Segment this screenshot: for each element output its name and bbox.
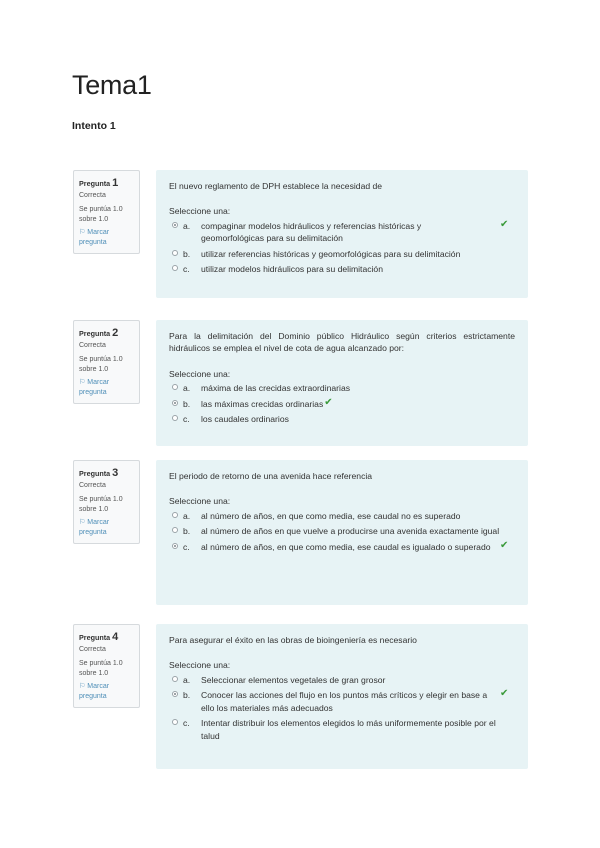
- question-info-1: [73, 170, 140, 254]
- correct-check-icon: ✔: [500, 218, 509, 230]
- question-content-3: [156, 460, 528, 605]
- question-state: Correcta: [79, 341, 106, 349]
- question-number: Pregunta 1: [79, 177, 119, 189]
- radio-button[interactable]: [172, 222, 178, 228]
- radio-button[interactable]: [172, 415, 178, 421]
- answer-option-b[interactable]: b. las máximas crecidas ordinarias ✔: [169, 398, 515, 410]
- flag-icon: ⚐: [79, 229, 86, 237]
- radio-button[interactable]: [172, 265, 178, 271]
- select-prompt: Seleccione una:: [169, 660, 231, 671]
- flag-question-link[interactable]: ⚐ Marcar pregunta: [79, 683, 110, 700]
- answer-option-b[interactable]: b. Conocer las acciones del flujo en los puntos más críticos y elegir en base a ello los materiales más adecuados ✔: [169, 689, 515, 714]
- answer-option-a[interactable]: a. al número de años, en que como media, ese caudal no es superado: [169, 510, 515, 522]
- radio-button[interactable]: [172, 384, 178, 390]
- answer-option-c[interactable]: c. utilizar modelos hidráulicos para su delimitación: [169, 263, 515, 275]
- answer-option-b[interactable]: b. utilizar referencias históricas y geomorfológicas para su delimitación: [169, 248, 515, 260]
- correct-check-icon: ✔: [324, 396, 333, 408]
- question-text: Para la delimitación del Dominio público Hidráulico según criterios estrictamente hidráulicos se emplea el nivel de cota de agua alcanzado por:: [169, 331, 515, 354]
- question-number: Pregunta 2: [79, 327, 119, 339]
- radio-button[interactable]: [172, 719, 178, 725]
- flag-icon: ⚐: [79, 519, 86, 527]
- flag-icon: ⚐: [79, 683, 86, 691]
- question-content-1: [156, 170, 528, 298]
- radio-button[interactable]: [172, 691, 178, 697]
- answer-option-a[interactable]: a. Seleccionar elementos vegetales de gran grosor: [169, 674, 515, 686]
- flag-question-link[interactable]: ⚐ Marcar pregunta: [79, 379, 110, 396]
- flag-question-link[interactable]: ⚐ Marcar pregunta: [79, 229, 110, 246]
- question-content-2: [156, 320, 528, 446]
- question-grade: Se puntúa 1.0 sobre 1.0: [79, 660, 123, 677]
- select-prompt: Seleccione una:: [169, 206, 231, 217]
- radio-button[interactable]: [172, 527, 178, 533]
- question-grade: Se puntúa 1.0 sobre 1.0: [79, 206, 123, 223]
- question-text: El periodo de retorno de una avenida hace referencia: [169, 471, 373, 481]
- question-text: El nuevo reglamento de DPH establece la necesidad de: [169, 181, 383, 191]
- correct-check-icon: ✔: [500, 539, 509, 551]
- question-grade: Se puntúa 1.0 sobre 1.0: [79, 496, 123, 513]
- question-grade: Se puntúa 1.0 sobre 1.0: [79, 356, 123, 373]
- answer-option-c[interactable]: c. Intentar distribuir los elementos elegidos lo más uniformemente posible por el talud: [169, 717, 515, 742]
- flag-question-link[interactable]: ⚐ Marcar pregunta: [79, 519, 110, 536]
- radio-button[interactable]: [172, 512, 178, 518]
- question-number: Pregunta 3: [79, 467, 119, 479]
- page-title: Tema1: [72, 70, 152, 100]
- question-text: Para asegurar el éxito en las obras de bioingeniería es necesario: [169, 635, 417, 645]
- select-prompt: Seleccione una:: [169, 496, 231, 507]
- radio-button[interactable]: [172, 676, 178, 682]
- answer-option-a[interactable]: a. máxima de las crecidas extraordinarias: [169, 382, 515, 394]
- answer-option-c[interactable]: c. al número de años, en que como media, ese caudal es igualado o superado ✔: [169, 541, 515, 553]
- attempt-heading: Intento 1: [72, 120, 116, 132]
- question-state: Correcta: [79, 645, 106, 653]
- question-number: Pregunta 4: [79, 631, 119, 643]
- answer-option-b[interactable]: b. al número de años en que vuelve a producirse una avenida exactamente igual: [169, 525, 515, 537]
- correct-check-icon: ✔: [500, 688, 509, 700]
- question-state: Correcta: [79, 191, 106, 199]
- question-info-3: [73, 460, 140, 544]
- answer-option-a[interactable]: a. compaginar modelos hidráulicos y referencias históricas y geomorfológicas para su delimitación ✔: [169, 220, 515, 245]
- radio-button[interactable]: [172, 543, 178, 549]
- select-prompt: Seleccione una:: [169, 368, 231, 379]
- question-info-2: [73, 320, 140, 404]
- question-content-4: [156, 624, 528, 769]
- radio-button[interactable]: [172, 250, 178, 256]
- flag-icon: ⚐: [79, 379, 86, 387]
- answer-option-c[interactable]: c. los caudales ordinarios: [169, 413, 515, 425]
- question-info-4: [73, 624, 140, 708]
- radio-button[interactable]: [172, 400, 178, 406]
- question-state: Correcta: [79, 481, 106, 489]
